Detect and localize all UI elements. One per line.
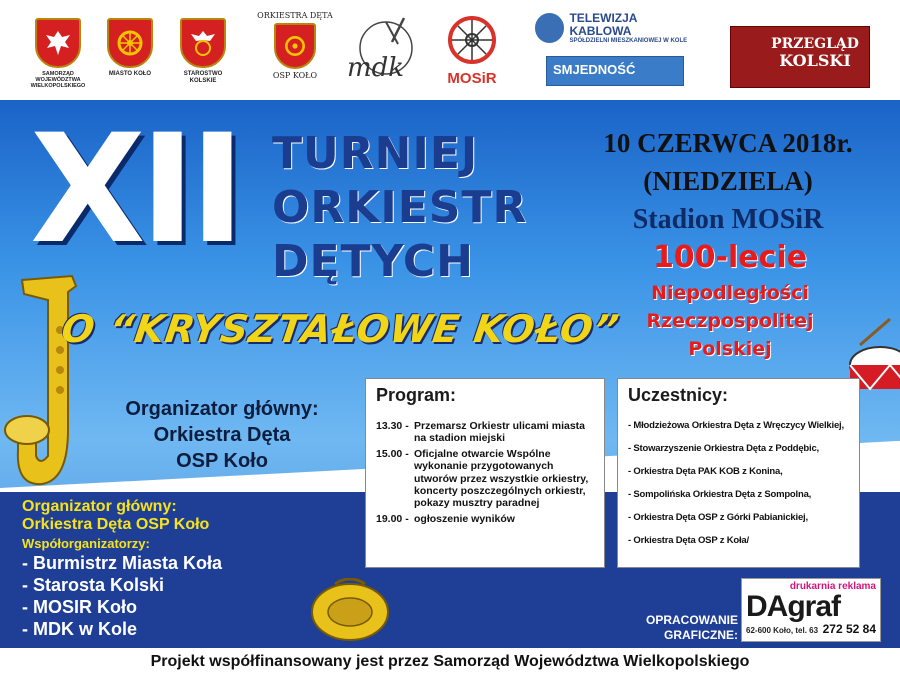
program-desc: ogłoszenie wyników: [414, 512, 515, 525]
mdk-label: mdk: [347, 53, 405, 83]
poster-body: [0, 100, 900, 648]
participant-item: - Orkiestra Dęta OSP z Koła/: [628, 535, 749, 546]
mosir-logo: [437, 14, 507, 87]
orkiestra-logo-top: ORKIESTRA DĘTA: [257, 11, 333, 20]
przeglad-label: PRZEGLĄD: [771, 36, 859, 52]
main-organizer-block: [72, 396, 372, 474]
program-panel: [365, 378, 605, 568]
miasto-label: MIASTO KOŁO: [108, 71, 152, 77]
przeglad-logo: [730, 26, 870, 88]
sponsor-strip: [0, 0, 900, 100]
credit-line-2: GRAFICZNE:: [664, 628, 738, 642]
graphic-credit: [628, 613, 738, 643]
title-line-3: DĘTYCH: [272, 236, 475, 287]
co-organizer-item: - MDK w Kole: [22, 618, 137, 639]
orkiestra-logo-bottom: OSP KOŁO: [272, 70, 318, 80]
anniversary-heading: 100-lecie: [652, 240, 808, 275]
smjednosc-label: SMJEDNOŚĆ: [553, 62, 636, 77]
main-organizer-name-2: OSP Koło: [176, 450, 268, 472]
event-date: 10 CZERWCA 2018r.: [603, 128, 853, 158]
starostwo-logo: [172, 18, 234, 84]
mdk-logo: [343, 16, 428, 89]
participant-item: - Stowarzyszenie Orkiestra Dęta z Poddębic,: [628, 443, 819, 454]
kolski-label: KOLSKI: [779, 51, 851, 71]
telewizja-sub-label: SPÓŁDZIELNI MIESZKANIOWEJ W KOLE: [569, 38, 688, 45]
miasto-logo: [100, 18, 160, 78]
smjednosc-logo: [546, 56, 684, 86]
dagraf-phone: 272 52 84: [822, 622, 876, 636]
mosir-wheel-icon: [444, 14, 500, 66]
participant-item: - Orkiestra Dęta PAK KOB z Konina,: [628, 466, 783, 477]
co-organizers-label: Współorganizatorzy:: [22, 536, 150, 551]
samorzad-logo: [28, 18, 88, 89]
edition-roman-numeral: XII: [30, 103, 240, 277]
co-organizer-item: - MOSIR Koło: [22, 596, 137, 617]
participant-item: - Sompolińska Orkiestra Dęta z Sompolna,: [628, 489, 812, 500]
event-venue: Stadion MOSiR: [632, 204, 824, 235]
program-time: 19.00 -: [376, 512, 409, 525]
organizers-main: Orkiestra Dęta OSP Koło: [22, 516, 210, 533]
participants-panel: [617, 378, 860, 568]
event-subtitle: O “KRYSZTAŁOWE KOŁO”: [58, 307, 623, 351]
eagle-crest-icon: [35, 18, 81, 68]
dagraf-tagline: drukarnia reklama: [789, 581, 876, 592]
main-organizer-label: Organizator główny:: [125, 398, 319, 420]
anniversary-line-3: Polskiej: [688, 338, 772, 360]
eagle-wheel-crest-icon: [180, 18, 226, 68]
organizers-block: [22, 498, 222, 641]
dagraf-address: 62-600 Koło, tel. 63: [746, 626, 819, 635]
samorzad-label: SAMORZĄD WOJEWÓDZTWA WIELKOPOLSKIEGO: [30, 71, 86, 90]
program-time: 15.00 -: [376, 447, 409, 460]
event-day: (NIEDZIELA): [643, 166, 813, 196]
cofinancing-footer: Projekt współfinansowany jest przez Samorząd Województwa Wielkopolskiego: [0, 648, 900, 675]
orkiestra-crest-icon: [274, 23, 316, 69]
telewizja-label: TELEWIZJA KABLOWA: [569, 11, 638, 39]
tv-circle-icon: [535, 13, 564, 43]
program-item: [376, 448, 594, 510]
orkiestra-logo: [250, 12, 340, 81]
participants-title: Uczestnicy:: [628, 385, 729, 405]
participant-item: - Młodzieżowa Orkiestra Dęta z Wręczycy Wielkiej,: [628, 420, 844, 431]
program-item: [376, 420, 594, 445]
program-desc: Oficjalne otwarcie Wspólne wykonanie przygotowanych utworów przez wszystkie orkiestry, koncerty poszczególnych orkiestr, pokazy musztry paradnej: [414, 447, 589, 510]
tuba-icon: [305, 578, 395, 648]
program-title: Program:: [376, 385, 457, 405]
program-item: [376, 513, 594, 525]
anniversary-line-2: Rzeczpospolitej: [646, 310, 814, 332]
wheel-crest-icon: [107, 18, 153, 68]
co-organizer-item: - Starosta Kolski: [22, 574, 165, 595]
program-time: 13.30 -: [376, 420, 409, 432]
co-organizer-item: - Burmistrz Miasta Koła: [22, 553, 223, 573]
dagraf-logo: [741, 578, 881, 642]
anniversary-line-1: Niepodległości: [651, 282, 809, 304]
program-desc: Przemarsz Orkiestr ulicami miasta na stadion miejski: [414, 420, 586, 445]
main-organizer-name-1: Orkiestra Dęta: [153, 424, 291, 446]
mosir-label: MOSiR: [447, 69, 497, 87]
title-line-2: ORKIESTR: [272, 182, 528, 233]
organizers-label: Organizator główny:: [22, 498, 177, 515]
starostwo-label: STAROSTWO KOLSKIE: [183, 71, 223, 84]
telewizja-logo: [535, 12, 700, 45]
title-line-1: TURNIEJ: [272, 128, 479, 179]
credit-line-1: OPRACOWANIE: [645, 613, 738, 627]
participant-item: - Orkiestra Dęta OSP z Górki Pabianickiej,: [628, 512, 808, 523]
dagraf-name: DAgraf: [746, 590, 841, 623]
